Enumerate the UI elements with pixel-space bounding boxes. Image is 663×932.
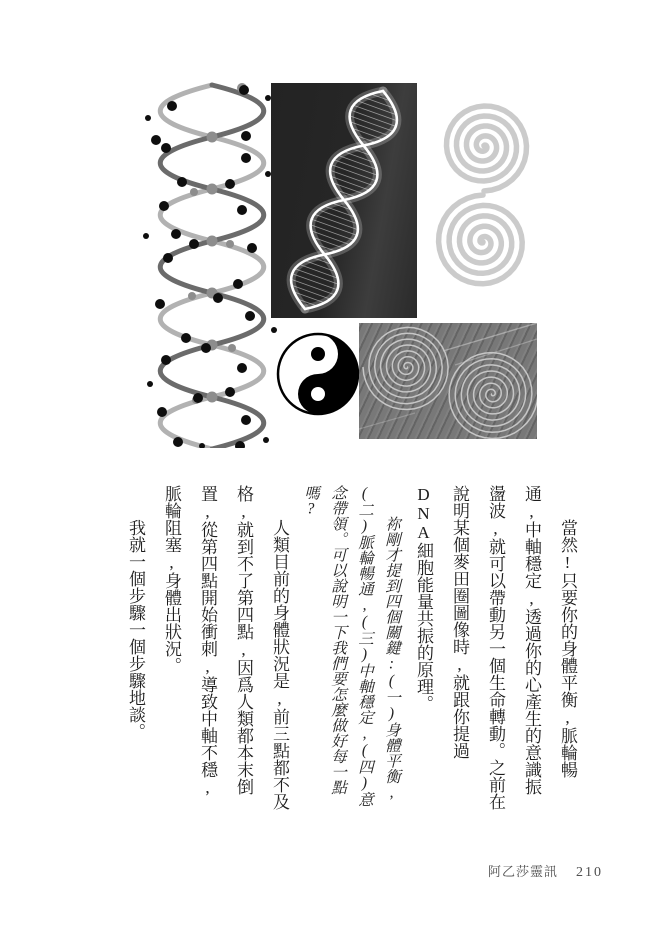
paragraph-answer-1: 當然!只要你的身體平衡,脈輪暢通,中軸穩定,透過你的心產生的意識振盪波,就可以帶動另一個生命轉動。之前在說明某個麥田圈圖像時,就跟你提過DNA細胞能量共振的原理。 (414, 485, 577, 810)
paragraph-question: 祢剛才提到四個關鍵:(一)身體平衡,(二)脈輪暢通,(三)中軸穩定,(四)意念帶領。可以說明一下我們要怎麼做好每一點嗎? (302, 485, 400, 807)
double-spiral-top (447, 106, 527, 191)
page-number: 210 (576, 865, 604, 880)
body-text (117, 485, 585, 810)
yang-dot (311, 387, 325, 401)
yin-dot (311, 347, 325, 361)
crop-circle-spirals (359, 323, 537, 439)
paragraph-answer-2: 人類目前的身體狀況是,前三點都不及格,就到不了第四點,因爲人類都本末倒置,從第四點開始衝刺,導致中軸不穩,脈輪阻塞,身體出狀況。 (162, 485, 289, 810)
crop-spiral-right (449, 353, 537, 439)
crop-spiral-left (363, 327, 448, 409)
yin-yang-symbol (276, 332, 360, 416)
dna-beads-figure (142, 78, 282, 448)
crop-circle-photo (359, 323, 537, 439)
running-title: 阿乙莎靈訊 (488, 864, 559, 879)
dna-glow-figure (271, 83, 417, 318)
paragraph-answer-3: 我就一個步驟一個步驟地談。 (126, 519, 145, 740)
dna-glow-helix (271, 83, 417, 318)
page-footer (488, 861, 603, 881)
double-spiral-figure (432, 98, 536, 294)
double-spiral-bottom (439, 195, 523, 284)
